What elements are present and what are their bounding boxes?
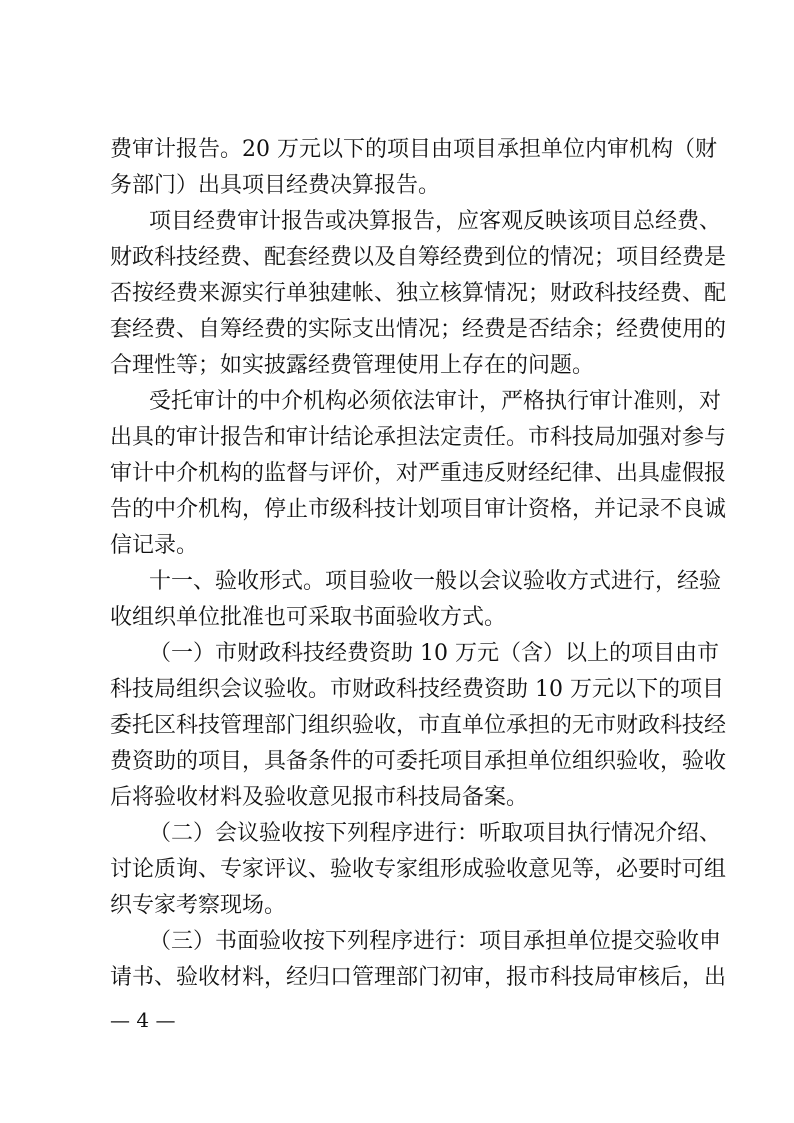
text-line-1: 费审计报告。20 万元以下的项目由项目承担单位内审机构（财 bbox=[110, 137, 717, 162]
text-line-10: 审计中介机构的监督与评价，对严重违反财经纪律、出具虚假报 bbox=[110, 461, 727, 486]
text-line-7: 合理性等；如实披露经费管理使用上存在的问题。 bbox=[110, 353, 595, 378]
text-line-3: 项目经费审计报告或决算报告，应客观反映该项目总经费、 bbox=[149, 209, 722, 234]
text-line-22: 织专家考察现场。 bbox=[110, 893, 287, 918]
text-line-17: 委托区科技管理部门组织验收，市直单位承担的无市财政科技经 bbox=[110, 713, 727, 738]
text-line-6: 套经费、自筹经费的实际支出情况；经费是否结余；经费使用的 bbox=[110, 317, 727, 342]
text-line-16: 科技局组织会议验收。市财政科技经费资助 10 万元以下的项目 bbox=[110, 677, 724, 702]
text-line-4: 财政科技经费、配套经费以及自筹经费到位的情况；项目经费是 bbox=[110, 245, 727, 270]
text-line-12: 信记录。 bbox=[110, 533, 199, 558]
text-line-5: 否按经费来源实行单独建帐、独立核算情况；财政科技经费、配 bbox=[110, 281, 727, 306]
text-line-14: 收组织单位批准也可采取书面验收方式。 bbox=[110, 605, 507, 630]
text-line-18: 费资助的项目，具备条件的可委托项目承担单位组织验收，验收 bbox=[110, 749, 727, 774]
text-line-21: 讨论质询、专家评议、验收专家组形成验收意见等，必要时可组 bbox=[110, 857, 727, 882]
text-line-8: 受托审计的中介机构必须依法审计，严格执行审计准则，对 bbox=[149, 389, 722, 414]
text-line-19: 后将验收材料及验收意见报市科技局备案。 bbox=[110, 785, 529, 810]
text-line-9: 出具的审计报告和审计结论承担法定责任。市科技局加强对参与 bbox=[110, 425, 727, 450]
text-line-13: 十一、验收形式。项目验收一般以会议验收方式进行，经验 bbox=[149, 569, 722, 594]
text-line-23: （三）书面验收按下列程序进行：项目承担单位提交验收申 bbox=[149, 929, 722, 954]
text-line-15: （一）市财政科技经费资助 10 万元（含）以上的项目由市 bbox=[149, 641, 719, 666]
text-line-20: （二）会议验收按下列程序进行：听取项目执行情况介绍、 bbox=[149, 821, 722, 846]
page-number: — 4 — bbox=[110, 1008, 176, 1032]
text-line-24: 请书、验收材料，经归口管理部门初审，报市科技局审核后，出 bbox=[110, 965, 727, 990]
text-line-2: 务部门）出具项目经费决算报告。 bbox=[110, 173, 441, 198]
text-line-11: 告的中介机构，停止市级科技计划项目审计资格，并记录不良诚 bbox=[110, 497, 727, 522]
